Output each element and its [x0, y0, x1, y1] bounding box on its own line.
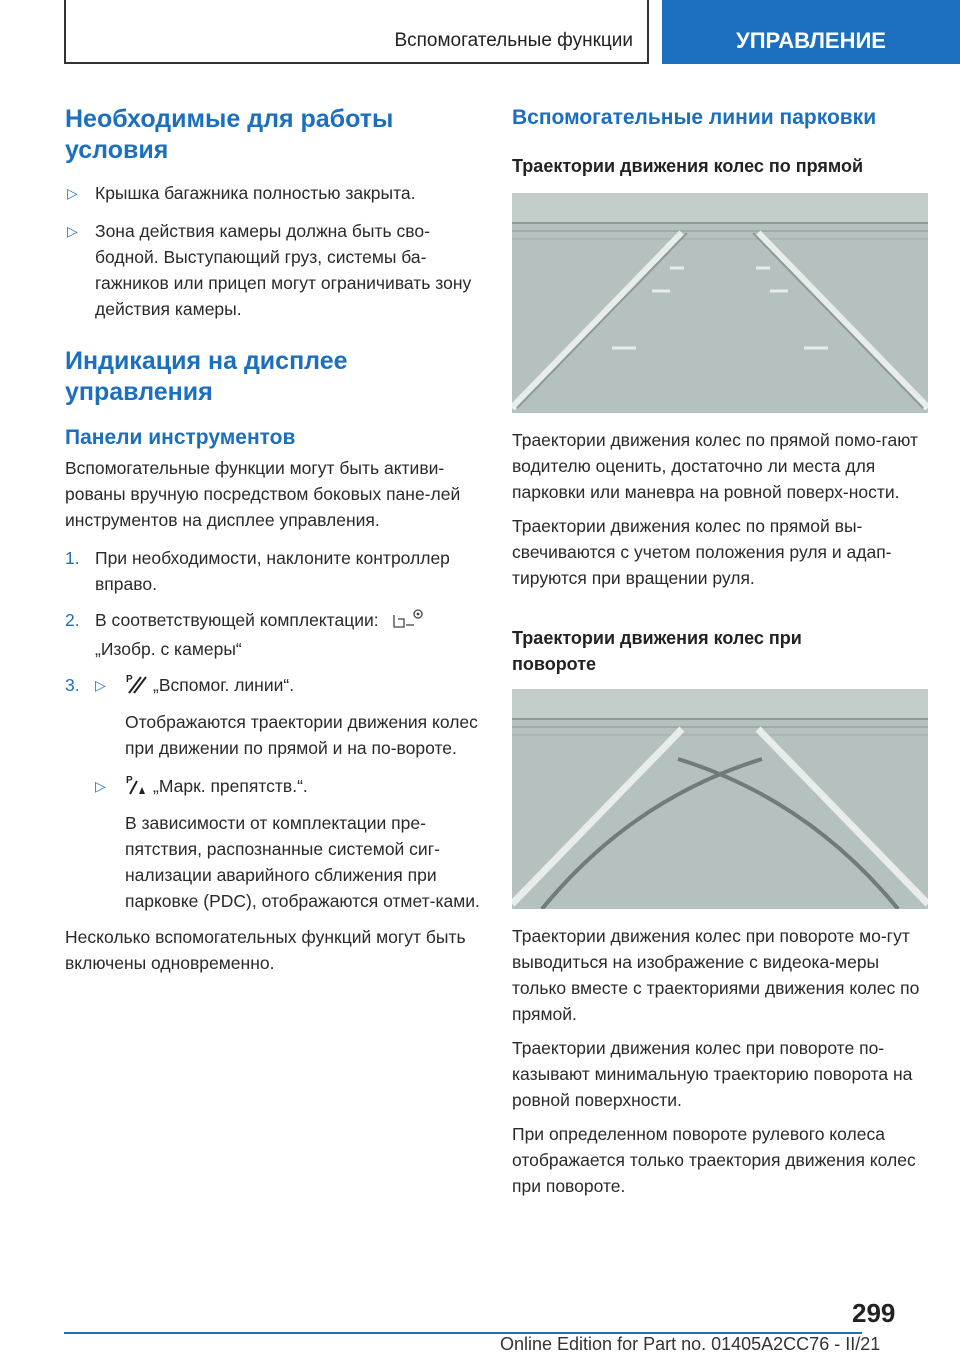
condition-item: ▷ Крышка багажника полностью закрыта. — [65, 180, 483, 206]
svg-text:P: P — [126, 775, 133, 786]
left-column — [65, 104, 483, 976]
step-item: 1. При необходимости, наклоните контроллер вправо. — [65, 548, 450, 594]
turn-text-3: При определенном повороте рулевого колеса отображается только траектория движения колес при повороте. — [512, 1124, 916, 1196]
heading-turn: Траектории движения колес при повороте — [512, 628, 802, 674]
header-box — [64, 0, 649, 64]
step-item: 3. ▷ P „Вспомог. линии“. — [65, 672, 483, 701]
camera-settings-icon[interactable] — [392, 607, 426, 636]
turn-text-2: Траектории движения колес при повороте по-казывают минимальную траекторию поворота на ровной поверхности. — [512, 1038, 913, 1110]
sub-item: ▷ P „Марк. препятств.“. — [95, 773, 483, 802]
heading-straight: Траектории движения колес по прямой — [512, 156, 864, 176]
header-chapter-tab[interactable]: УПРАВЛЕНИЕ — [662, 0, 960, 64]
step-item: 2. В соответствующей комплектации: „Изобр. с камеры“ — [65, 607, 483, 662]
heading-panel: Панели инструментов — [65, 426, 296, 449]
svg-text:P: P — [126, 674, 133, 685]
parking-lines-icon[interactable] — [125, 672, 147, 701]
straight-text-2: Траектории движения колес по прямой вы-свечиваются с учетом положения руля и адап-тируются при вращении руля. — [512, 516, 892, 588]
turn-text-1: Траектории движения колес при повороте мо-гут выводиться на изображение с видеока-меры только вместе с траекториями движения колес по прямой. — [512, 926, 920, 1024]
bullet-triangle-icon: ▷ — [95, 778, 106, 794]
page-number: 299 — [852, 1298, 896, 1328]
straight-text-1: Траектории движения колес по прямой помо-гают водителю оценить, достаточно ли места для парковки или маневра на ровной поверх-ности. — [512, 430, 918, 502]
sub2-text: В зависимости от комплектации пре-пятствия, распознанные системой сиг-нализации аварийного сближения при парковке (PDC), отображаются отмет-ками. — [125, 813, 480, 911]
bullet-triangle-icon: ▷ — [67, 223, 78, 239]
straight-trajectory-figure — [512, 193, 928, 413]
heading-conditions: Необходимые для работы условия — [65, 105, 394, 164]
header-section-title: Вспомогательные функции — [394, 30, 633, 51]
turn-trajectory-figure — [512, 689, 928, 909]
sub1-text: Отображаются траектории движения колес при движении по прямой и на по-вороте. — [125, 712, 478, 758]
condition-item: ▷ Зона действия камеры должна быть сво-бодной. Выступающий груз, системы ба-гажников или прицеп могут ограничивать зону действия камеры. — [65, 218, 483, 322]
bullet-triangle-icon: ▷ — [67, 185, 78, 201]
right-column — [512, 104, 930, 1199]
edition-text: Online Edition for Part no. 01405A2CC76 - II/21 — [500, 1334, 881, 1354]
bullet-triangle-icon: ▷ — [95, 677, 106, 693]
panel-text: Вспомогательные функции могут быть активи-рованы вручную посредством боковых пане-лей инструментов на дисплее управления. — [65, 458, 461, 530]
closing-text: Несколько вспомогательных функций могут быть включены одновременно. — [65, 927, 466, 973]
heading-parking-lines: Вспомогательные линии парковки — [512, 106, 877, 129]
heading-display: Индикация на дисплее управления — [65, 347, 348, 406]
obstacle-marker-icon[interactable] — [125, 773, 147, 802]
